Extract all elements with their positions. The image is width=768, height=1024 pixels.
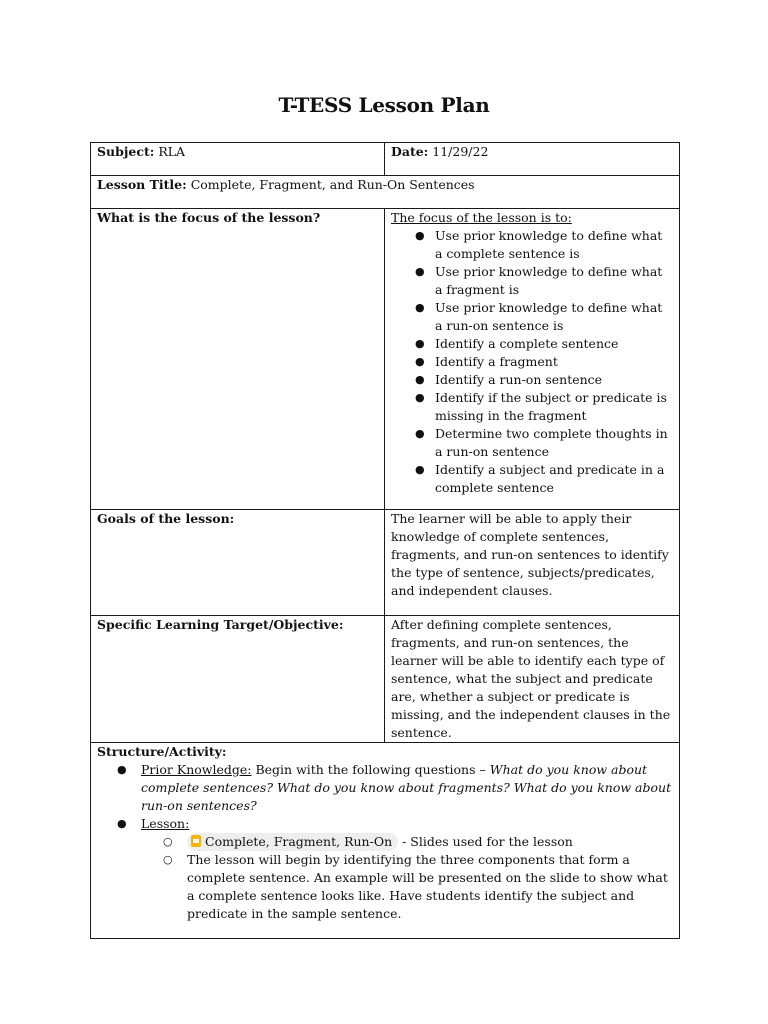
structure-row xyxy=(91,743,680,939)
subject-value: RLA xyxy=(158,144,186,159)
date-cell xyxy=(385,143,680,176)
goals-content-cell xyxy=(385,510,680,616)
slides-chip-label: Complete, Fragment, Run-On xyxy=(205,834,393,849)
list-item: ● Identify a complete sentence xyxy=(435,335,673,353)
list-item: ● Use prior knowledge to define what a run-on sentence is xyxy=(435,299,673,335)
date-label: Date: xyxy=(391,144,429,159)
header-row xyxy=(91,143,680,176)
structure-cell xyxy=(91,743,680,939)
page-title: T-TESS Lesson Plan xyxy=(278,93,490,117)
slides-item xyxy=(187,833,673,851)
prior-knowledge-label: Prior Knowledge: xyxy=(141,762,252,777)
list-item: ● Use prior knowledge to define what a fragment is xyxy=(435,263,673,299)
goals-label-cell xyxy=(91,510,385,616)
objective-text: After defining complete sentences, fragments, and run-on sentences, the learner will be able to identify each type of sentence, what the subject and predicate are, whether a subject or predicate is missing, and the independent clauses in the sentence. xyxy=(391,617,671,740)
prior-knowledge-item xyxy=(141,761,673,815)
subject-label: Subject: xyxy=(97,144,155,159)
lesson-title-label: Lesson Title: xyxy=(97,177,187,192)
date-value: 11/29/22 xyxy=(432,144,489,159)
slides-description: - Slides used for the lesson xyxy=(398,834,573,849)
goals-text: The learner will be able to apply their knowledge of complete sentences, fragments, and run-on sentences to identify the type of sentence, subjects/predicates, and independent clauses. xyxy=(391,511,669,598)
objective-content-cell xyxy=(385,616,680,743)
focus-row xyxy=(91,209,680,510)
structure-list xyxy=(97,761,673,923)
objective-row xyxy=(91,616,680,743)
objective-label: Specific Learning Target/Objective: xyxy=(97,617,344,632)
focus-list xyxy=(391,227,673,497)
lesson-title-value: Complete, Fragment, and Run-On Sentences xyxy=(190,177,475,192)
objective-label-cell xyxy=(91,616,385,743)
lesson-sublist xyxy=(141,833,673,923)
slides-link-chip[interactable] xyxy=(187,833,398,851)
structure-label: Structure/Activity: xyxy=(97,744,227,759)
list-item: ● Identify a run-on sentence xyxy=(435,371,673,389)
focus-label: What is the focus of the lesson? xyxy=(97,210,321,225)
focus-content-cell xyxy=(385,209,680,510)
subject-cell xyxy=(91,143,385,176)
google-slides-icon xyxy=(191,835,201,847)
lesson-item xyxy=(141,815,673,923)
lesson-title-cell xyxy=(91,176,680,209)
list-item: ● Identify if the subject or predicate is missing in the fragment xyxy=(435,389,673,425)
lesson-label: Lesson: xyxy=(141,816,190,831)
goals-row xyxy=(91,510,680,616)
goals-label: Goals of the lesson: xyxy=(97,511,235,526)
lesson-plan-table xyxy=(90,142,680,939)
list-item: ● Determine two complete thoughts in a run-on sentence xyxy=(435,425,673,461)
focus-intro: The focus of the lesson is to: xyxy=(391,210,572,225)
lesson-text-item: ○ The lesson will begin by identifying the three components that form a complete sentence. An example will be presented on the slide to show what a complete sentence looks like. Have students identify the subject and predicate in the sample sentence. xyxy=(187,851,673,923)
list-item: ● Identify a fragment xyxy=(435,353,673,371)
focus-label-cell xyxy=(91,209,385,510)
prior-knowledge-text: Begin with the following questions – xyxy=(251,762,490,777)
list-item: ● Identify a subject and predicate in a complete sentence xyxy=(435,461,673,497)
lesson-title-row xyxy=(91,176,680,209)
prior-knowledge-questions: What do you know about complete sentences? What do you know about fragments? What do you know about run-on sentences? xyxy=(141,762,672,813)
list-item: ● Use prior knowledge to define what a complete sentence is xyxy=(435,227,673,263)
